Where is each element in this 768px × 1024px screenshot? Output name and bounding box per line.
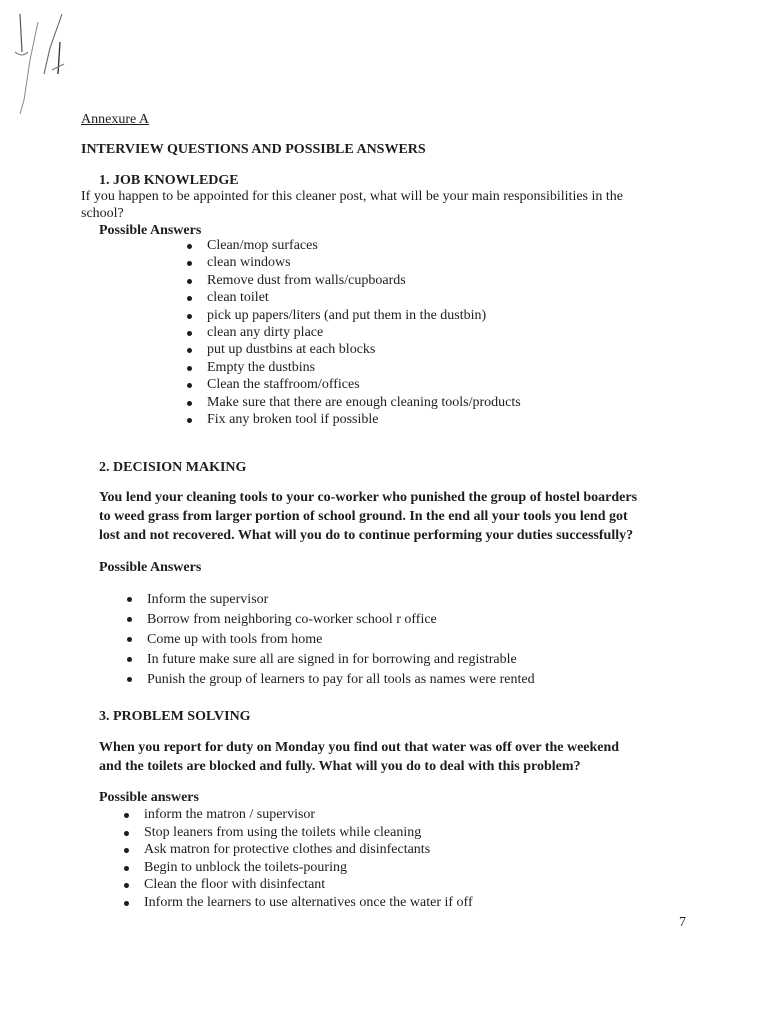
list-item: Clean the staffroom/offices <box>207 376 521 393</box>
list-item: put up dustbins at each blocks <box>207 341 521 358</box>
list-item: Come up with tools from home <box>147 630 535 650</box>
list-item: In future make sure all are signed in for borrowing and registrable <box>147 650 535 670</box>
possible-answers-label: Possible Answers <box>99 560 202 575</box>
annexure-label: Annexure A <box>81 112 150 127</box>
handwritten-mark-icon <box>0 0 90 120</box>
question-line: You lend your cleaning tools to your co-worker who punished the group of hostel boarders <box>99 490 638 505</box>
question-line: and the toilets are blocked and fully. What will you do to deal with this problem? <box>99 759 581 774</box>
list-item: Fix any broken tool if possible <box>207 411 521 428</box>
list-item: clean any dirty place <box>207 324 521 341</box>
answer-list-job-knowledge <box>207 237 521 428</box>
answer-list-decision-making <box>147 590 535 690</box>
list-item: inform the matron / supervisor <box>144 806 473 824</box>
list-item: Inform the supervisor <box>147 590 535 610</box>
question-line: If you happen to be appointed for this cleaner post, what will be your main responsibilities in the <box>81 189 623 204</box>
possible-answers-label: Possible answers <box>99 790 199 805</box>
question-line: to weed grass from larger portion of school ground. In the end all your tools you lend got <box>99 509 628 524</box>
list-item: Ask matron for protective clothes and disinfectants <box>144 841 473 859</box>
section-heading-job-knowledge: 1. JOB KNOWLEDGE <box>99 173 239 188</box>
question-line: When you report for duty on Monday you find out that water was off over the weekend <box>99 740 620 755</box>
list-item: pick up papers/liters (and put them in the dustbin) <box>207 307 521 324</box>
question-line: lost and not recovered. What will you do to continue performing your duties successfully? <box>99 528 634 543</box>
list-item: Clean the floor with disinfectant <box>144 876 473 894</box>
question-line: school? <box>81 206 124 221</box>
answer-list-problem-solving <box>144 806 473 911</box>
list-item: Borrow from neighboring co-worker school r office <box>147 610 535 630</box>
list-item: clean windows <box>207 254 521 271</box>
list-item: Make sure that there are enough cleaning tools/products <box>207 394 521 410</box>
section-heading-problem-solving: 3. PROBLEM SOLVING <box>99 709 251 724</box>
possible-answers-label: Possible Answers <box>99 223 202 238</box>
list-item: Punish the group of learners to pay for all tools as names were rented <box>147 670 535 690</box>
list-item: Stop leaners from using the toilets while cleaning <box>144 824 473 842</box>
list-item: Empty the dustbins <box>207 359 521 376</box>
page-number: 7 <box>679 915 686 930</box>
list-item: Begin to unblock the toilets-pouring <box>144 859 473 877</box>
list-item: Clean/mop surfaces <box>207 237 521 254</box>
list-item: clean toilet <box>207 289 521 306</box>
list-item: Inform the learners to use alternatives once the water if off <box>144 894 473 910</box>
document-title: INTERVIEW QUESTIONS AND POSSIBLE ANSWERS <box>81 142 426 157</box>
section-heading-decision-making: 2. DECISION MAKING <box>99 460 247 475</box>
list-item: Remove dust from walls/cupboards <box>207 272 521 289</box>
